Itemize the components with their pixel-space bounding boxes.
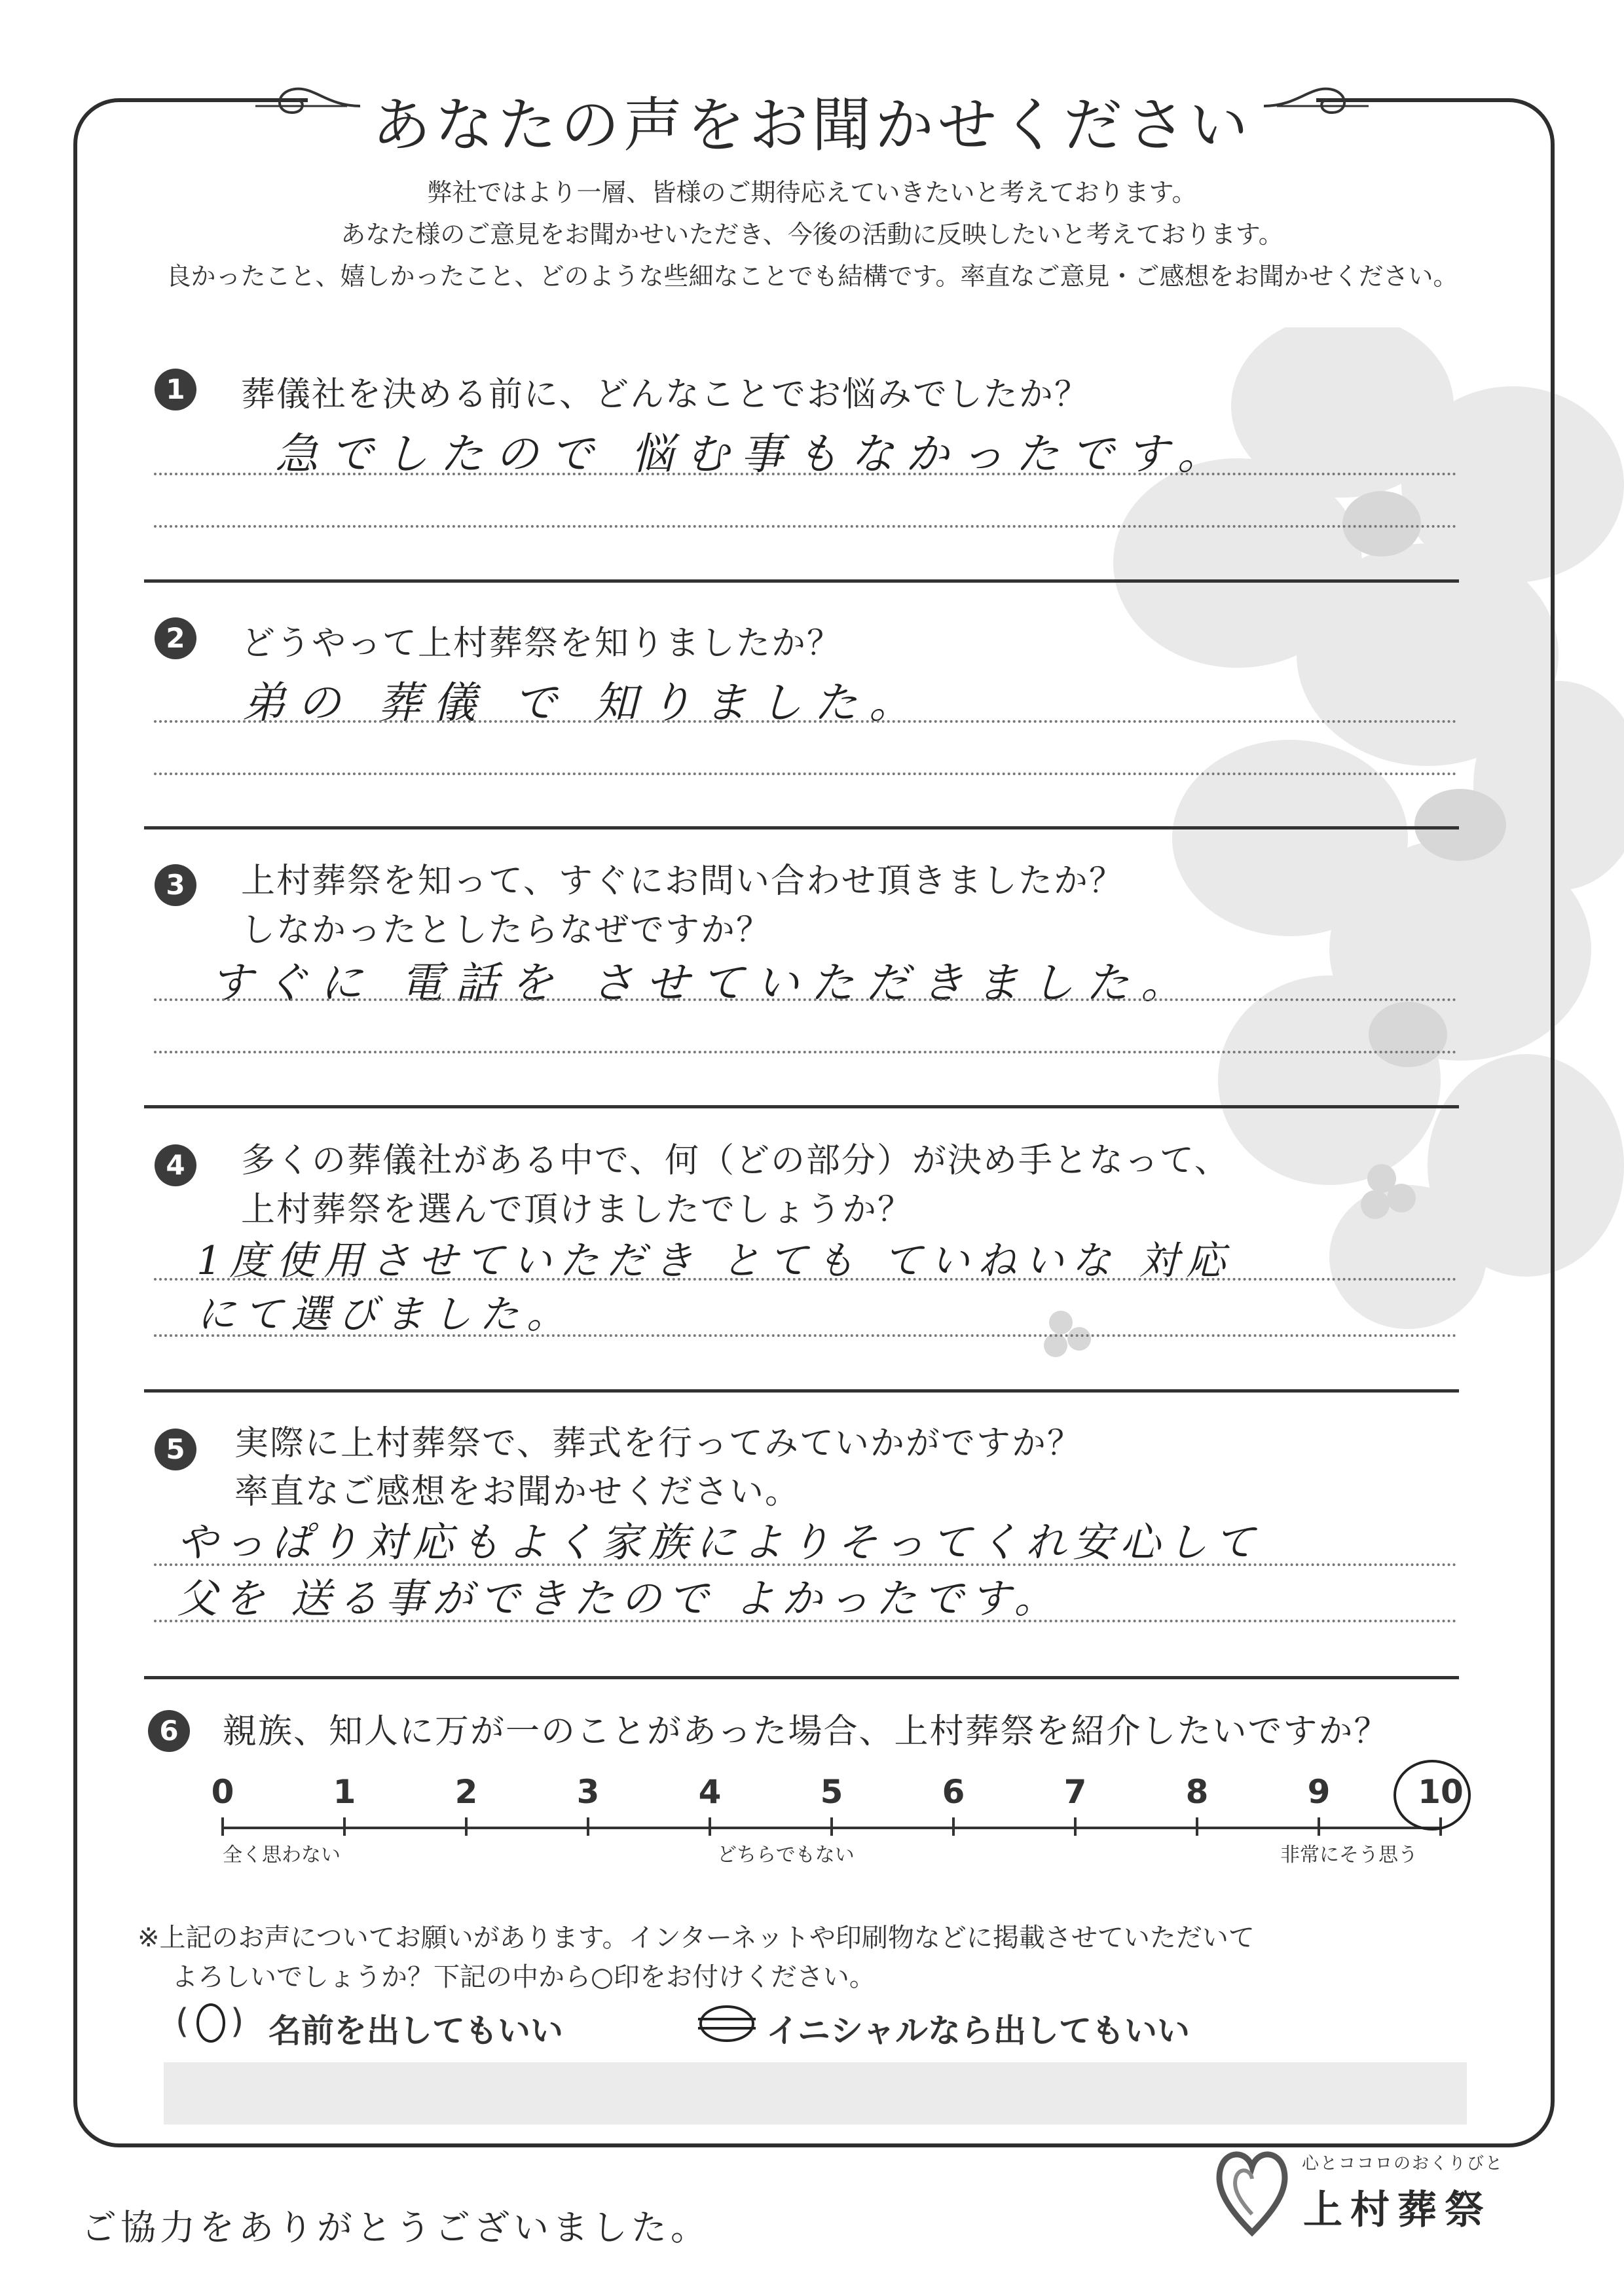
handwritten-answer: 急でしたので 悩む事もなかったです。 bbox=[275, 429, 1232, 479]
scale-tick bbox=[343, 1817, 346, 1836]
option-bracket-close: ) bbox=[231, 2002, 244, 2041]
question-number-badge: 6 bbox=[148, 1710, 190, 1752]
section-divider bbox=[144, 826, 1459, 829]
scale-number-2: 2 bbox=[454, 1773, 478, 1811]
scale-number-3: 3 bbox=[576, 1773, 600, 1811]
answer-line bbox=[154, 773, 1457, 775]
logo-company-name: 上村葬祭 bbox=[1303, 2187, 1492, 2233]
scale-number-5: 5 bbox=[820, 1773, 843, 1811]
option-bracket-open: ( bbox=[175, 2002, 189, 2041]
note-line: ※上記のお声についてお願いがあります。インターネットや印刷物などに掲載させていただいて bbox=[138, 1923, 1255, 1953]
struck-option-mark bbox=[695, 2003, 758, 2044]
scale-tick bbox=[709, 1817, 711, 1836]
scale-tick bbox=[587, 1817, 589, 1836]
handwritten-answer: すぐに 電話を させていただきました。 bbox=[210, 958, 1196, 1008]
scale-number-4: 4 bbox=[698, 1773, 722, 1811]
section-divider bbox=[144, 1389, 1459, 1393]
answer-line bbox=[154, 1051, 1457, 1053]
question-text: 多くの葬儀社がある中で、何（どの部分）が決め手となって、 bbox=[241, 1141, 1230, 1180]
publication-note bbox=[138, 1918, 1255, 1997]
redacted-name-area bbox=[164, 2062, 1467, 2124]
note-line: よろしいでしょうか？下記の中から○印をお付けください。 bbox=[172, 1962, 876, 1992]
question-text: 実際に上村葬祭で、葬式を行ってみていかがですか？ bbox=[234, 1424, 1082, 1463]
question-number-badge: 3 bbox=[155, 864, 196, 906]
section-divider bbox=[144, 1676, 1459, 1679]
section-divider bbox=[144, 579, 1459, 583]
answer-line bbox=[154, 525, 1457, 528]
scale-number-7: 7 bbox=[1063, 1773, 1087, 1811]
scale-tick bbox=[1318, 1817, 1320, 1836]
handwritten-answer: 父を 送る事ができたので よかったです。 bbox=[177, 1575, 1061, 1622]
intro-line: 弊社ではより一層、皆様のご期待応えていきたいと考えております。 bbox=[427, 178, 1197, 207]
answer-line bbox=[154, 1334, 1457, 1337]
answer-line bbox=[154, 1278, 1457, 1281]
question-text: 親族、知人に万が一のことがあった場合、上村葬祭を紹介したいですか？ bbox=[223, 1712, 1390, 1751]
question-number-badge: 4 bbox=[155, 1144, 196, 1186]
scale-number-10: 10 bbox=[1418, 1773, 1464, 1811]
scale-label-high: 非常にそう思う bbox=[1280, 1844, 1418, 1867]
handwritten-answer: やっぱり対応もよく家族によりそってくれ安心して bbox=[177, 1518, 1262, 1566]
question-text: しなかったとしたらなぜですか？ bbox=[241, 911, 772, 950]
question-number-badge: 2 bbox=[155, 617, 196, 659]
question-text: 率直なご感想をお聞かせください。 bbox=[234, 1472, 801, 1512]
answer-line bbox=[154, 473, 1457, 475]
scale-tick bbox=[465, 1817, 468, 1836]
handwritten-answer: 1度使用させていただき とても ていねいな 対応 bbox=[196, 1238, 1234, 1284]
scale-number-9: 9 bbox=[1307, 1773, 1331, 1811]
question-text: 上村葬祭を知って、すぐにお問い合わせ頂きましたか？ bbox=[241, 862, 1124, 901]
option-name-ok: 名前を出してもいい bbox=[268, 2012, 563, 2050]
scale-label-low: 全く思わない bbox=[223, 1844, 341, 1867]
scale-number-0: 0 bbox=[211, 1773, 234, 1811]
question-text: 葬儀社を決める前に、どんなことでお悩みでしたか？ bbox=[241, 375, 1090, 414]
intro-line: あなた様のご意見をお聞かせいただき、今後の活動に反映したいと考えております。 bbox=[341, 220, 1283, 249]
answer-line bbox=[154, 1563, 1457, 1566]
thank-you-message: ご協力をありがとうございました。 bbox=[81, 2207, 710, 2248]
scale-label-mid: どちらでもない bbox=[717, 1844, 855, 1867]
scale-tick bbox=[1196, 1817, 1198, 1836]
answer-line bbox=[154, 1620, 1457, 1622]
page-title: あなたの声をお聞かせください bbox=[372, 91, 1252, 160]
intro-text bbox=[0, 172, 1624, 297]
logo-tagline: 心とココロのおくりびと bbox=[1302, 2154, 1504, 2174]
handwritten-answer: 弟の 葬儀 で 知りました。 bbox=[242, 678, 924, 728]
answer-line bbox=[154, 998, 1457, 1001]
question-number-badge: 5 bbox=[155, 1429, 196, 1470]
scale-number-8: 8 bbox=[1185, 1773, 1209, 1811]
heart-logo-icon bbox=[1213, 2141, 1291, 2239]
handwritten-answer: にて選びました。 bbox=[196, 1292, 574, 1338]
selected-rating-circle bbox=[1393, 1760, 1471, 1831]
scale-tick bbox=[221, 1817, 224, 1836]
scale-number-6: 6 bbox=[942, 1773, 965, 1811]
option-initial-ok: イニシャルなら出してもいい bbox=[766, 2012, 1190, 2050]
scale-number-1: 1 bbox=[333, 1773, 356, 1811]
question-text: 上村葬祭を選んで頂けましたでしょうか？ bbox=[241, 1190, 913, 1230]
selected-option-circle bbox=[196, 2003, 225, 2043]
scale-tick bbox=[1074, 1817, 1077, 1836]
section-divider bbox=[144, 1105, 1459, 1108]
answer-line bbox=[154, 720, 1457, 723]
question-number-badge: 1 bbox=[155, 369, 196, 410]
question-text: どうやって上村葬祭を知りましたか？ bbox=[241, 624, 843, 663]
intro-line: 良かったこと、嬉しかったこと、どのような些細なことでも結構です。率直なご意見・ご感想をお聞かせください。 bbox=[166, 262, 1458, 291]
scale-tick bbox=[952, 1817, 955, 1836]
scale-tick bbox=[830, 1817, 833, 1836]
